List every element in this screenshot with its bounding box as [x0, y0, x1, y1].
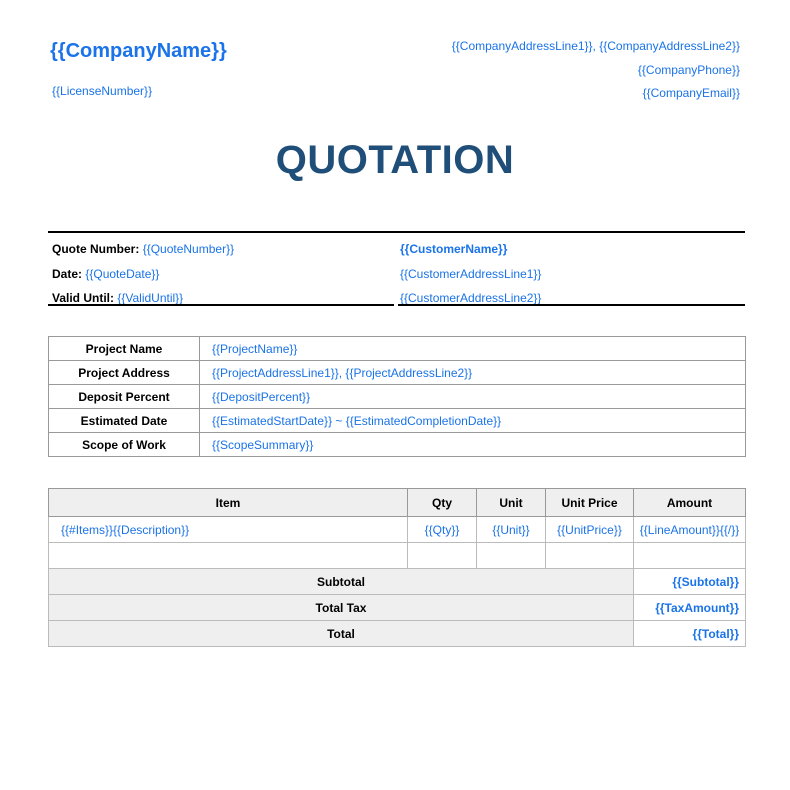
tax-row	[49, 595, 746, 621]
header-unit-price: Unit Price	[546, 489, 634, 517]
project-label: Project Address	[49, 361, 200, 385]
table-row	[49, 409, 746, 433]
table-row	[49, 361, 746, 385]
quote-date-value: {{QuoteDate}}	[85, 266, 160, 281]
tax-label: Total Tax	[49, 595, 634, 621]
empty-cell	[49, 543, 408, 569]
project-value: {{ProjectName}}	[200, 337, 746, 361]
quote-info-block	[48, 231, 745, 307]
header-item: Item	[49, 489, 408, 517]
document-title: QUOTATION	[275, 138, 515, 182]
project-value: {{DepositPercent}}	[200, 385, 746, 409]
company-contact-block	[452, 35, 740, 106]
quote-date-line	[52, 262, 234, 287]
divider	[398, 304, 745, 306]
project-label: Estimated Date	[49, 409, 200, 433]
quote-number-value: {{QuoteNumber}}	[142, 242, 235, 256]
empty-cell	[634, 543, 746, 569]
item-unit-price: {{UnitPrice}}	[546, 517, 634, 543]
customer-details	[400, 237, 541, 311]
project-table	[48, 336, 746, 457]
total-row	[49, 621, 746, 647]
project-value: {{EstimatedStartDate}} ~ {{EstimatedCompletionDate}}	[200, 409, 746, 433]
item-qty: {{Qty}}	[408, 517, 477, 543]
customer-address-line1: {{CustomerAddressLine1}}	[400, 266, 542, 281]
customer-address-line2: {{CustomerAddressLine2}}	[400, 291, 542, 305]
item-amount: {{LineAmount}}{{/}}	[634, 517, 746, 543]
empty-cell	[408, 543, 477, 569]
project-value: {{ProjectAddressLine1}}, {{ProjectAddressLine2}}	[200, 361, 746, 385]
company-email: {{CompanyEmail}}	[642, 86, 740, 100]
divider	[48, 304, 394, 306]
customer-name: {{CustomerName}}	[400, 242, 508, 256]
table-row	[49, 337, 746, 361]
tax-value: {{TaxAmount}}	[634, 595, 746, 621]
header-amount: Amount	[634, 489, 746, 517]
quote-number-line	[52, 237, 234, 262]
total-label: Total	[49, 621, 634, 647]
project-label: Scope of Work	[49, 433, 200, 457]
empty-cell	[477, 543, 546, 569]
subtotal-label: Subtotal	[49, 569, 634, 595]
company-phone: {{CompanyPhone}}	[637, 62, 740, 77]
quote-date-label: Date:	[52, 266, 83, 281]
company-address: {{CompanyAddressLine1}}, {{CompanyAddressLine2}}	[451, 39, 740, 53]
quote-details	[52, 237, 234, 311]
total-value: {{Total}}	[634, 621, 746, 647]
project-label: Project Name	[49, 337, 200, 361]
item-description: {{#Items}}{{Description}}	[49, 517, 408, 543]
header-unit: Unit	[477, 489, 546, 517]
valid-until-value: {{ValidUntil}}	[117, 291, 184, 305]
table-row	[49, 385, 746, 409]
valid-until-line	[52, 286, 234, 311]
quote-number-label: Quote Number:	[52, 242, 140, 256]
table-row	[49, 517, 746, 543]
project-label: Deposit Percent	[49, 385, 200, 409]
empty-cell	[546, 543, 634, 569]
license-number: {{LicenseNumber}}	[52, 84, 153, 98]
item-unit: {{Unit}}	[477, 517, 546, 543]
table-row-empty	[49, 543, 746, 569]
project-value: {{ScopeSummary}}	[200, 433, 746, 457]
items-table	[48, 488, 746, 647]
valid-until-label: Valid Until:	[52, 291, 115, 305]
table-header-row	[49, 489, 746, 517]
table-row	[49, 433, 746, 457]
header-qty: Qty	[408, 489, 477, 517]
subtotal-row	[49, 569, 746, 595]
subtotal-value: {{Subtotal}}	[634, 569, 746, 595]
company-name: {{CompanyName}}	[50, 40, 227, 62]
